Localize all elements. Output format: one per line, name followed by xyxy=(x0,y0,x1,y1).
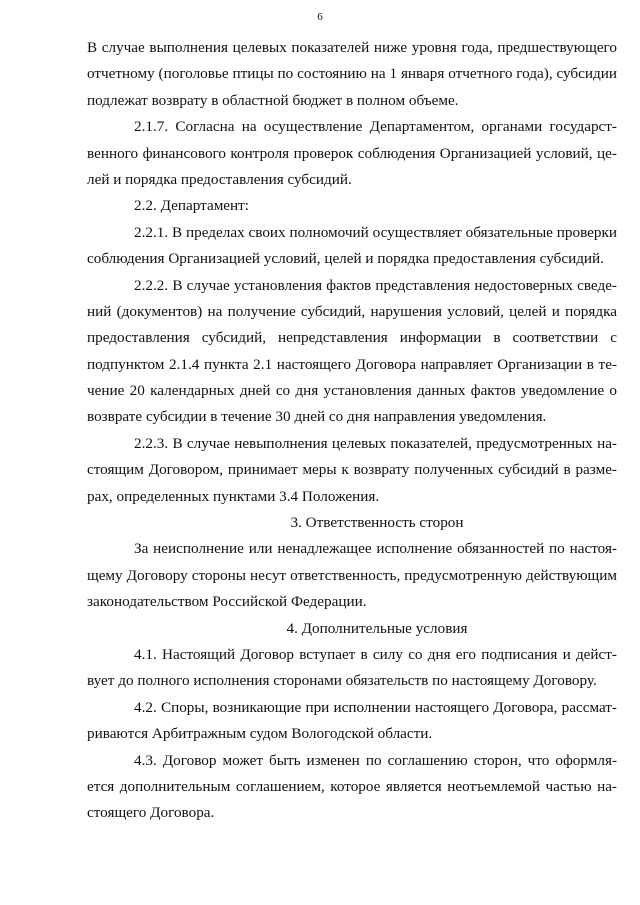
text-line: венного финансового контроля проверок соблюдения Организацией условий, це- xyxy=(87,144,617,162)
text-line: отчетному (поголовье птицы по состоянию на 1 января отчетного года), субсидии xyxy=(87,65,617,83)
text-line: В случае выполнения целевых показателей ниже уровня года, предшествующего xyxy=(87,39,617,56)
text-line: лей и порядка предоставления субсидий. xyxy=(87,170,352,188)
text-line: щему Договору стороны несут ответственность, предусмотренную действующим xyxy=(87,566,617,584)
paragraph-2-2 xyxy=(87,193,617,219)
text-line: возврате субсидии в течение 30 дней со дня направления уведомления. xyxy=(87,408,547,426)
paragraph-3 xyxy=(87,536,617,615)
paragraph-2-2-1 xyxy=(87,220,617,273)
text-line: рах, определенных пунктами 3.4 Положения. xyxy=(87,487,380,505)
document-body xyxy=(87,35,617,827)
text-line: 4.1. Настоящий Договор вступает в силу со дня его подписания и дейст- xyxy=(134,645,617,663)
paragraph-subsidy-return xyxy=(87,35,617,114)
section-heading-3: 3. Ответственность сторон xyxy=(290,514,464,532)
text-line: 2.1.7. Согласна на осуществление Департаментом, органами государст- xyxy=(134,118,617,136)
text-line: законодательством Российской Федерации. xyxy=(87,593,367,611)
text-line: 2.2.1. В пределах своих полномочий осуществляет обязательные проверки xyxy=(134,223,617,241)
paragraph-2-1-7 xyxy=(87,114,617,193)
text-line: подпунктом 2.1.4 пункта 2.1 настоящего Договора направляет Организации в те- xyxy=(87,355,617,373)
text-line: За неисполнение или ненадлежащее исполнение обязанностей по настоя- xyxy=(134,540,617,558)
paragraph-2-2-2 xyxy=(87,273,617,431)
text-line: соблюдения Организацией условий, целей и порядка предоставления субсидий. xyxy=(87,250,604,268)
section-heading-4: 4. Дополнительные условия xyxy=(286,619,468,637)
text-line: риваются Арбитражным судом Вологодской области. xyxy=(87,725,433,743)
text-line: чение 20 календарных дней со дня установления данных фактов уведомление о xyxy=(87,382,617,400)
paragraph-2-2-3 xyxy=(87,431,617,510)
text-line: предоставления субсидий, непредставления информации в соответствии с xyxy=(87,329,617,347)
page-number: 6 xyxy=(317,11,323,23)
text-line: стоящего Договора. xyxy=(87,804,215,822)
text-line: вует до полного исполнения сторонами обязательств по настоящему Договору. xyxy=(87,672,597,690)
text-line: ний (документов) на получение субсидий, нарушения условий, целей и порядка xyxy=(87,302,617,320)
text-line: 4.2. Споры, возникающие при исполнении настоящего Договора, рассмат- xyxy=(134,698,617,716)
paragraph-4-1 xyxy=(87,642,617,695)
paragraph-4-2 xyxy=(87,695,617,748)
text-line: ется дополнительным соглашением, которое является неотъемлемой частью на- xyxy=(87,777,617,795)
text-line: 2.2. Департамент: xyxy=(134,197,250,215)
text-line: 4.3. Договор может быть изменен по соглашению сторон, что оформля- xyxy=(134,751,617,769)
text-line: 2.2.3. В случае невыполнения целевых показателей, предусмотренных на- xyxy=(134,434,617,452)
text-line: подлежат возврату в областной бюджет в полном объеме. xyxy=(87,91,459,109)
paragraph-4-3 xyxy=(87,748,617,827)
text-line: 2.2.2. В случае установления фактов представления недостоверных сведе- xyxy=(134,276,617,294)
text-line: стоящим Договором, принимает меры к возврату полученных субсидий в разме- xyxy=(87,461,617,479)
